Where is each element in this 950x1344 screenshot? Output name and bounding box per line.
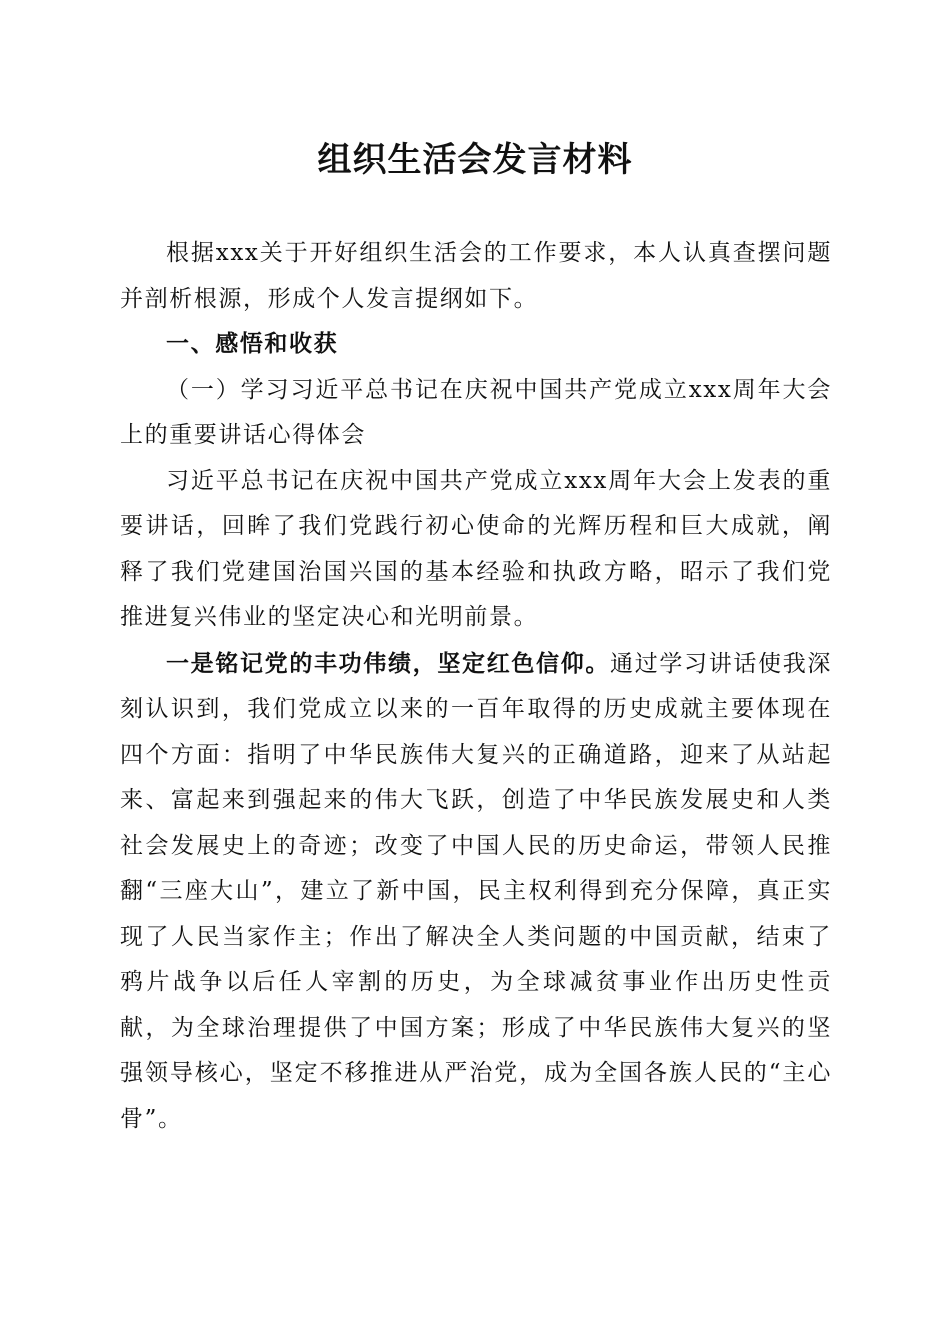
subsection-heading: （一）学习习近平总书记在庆祝中国共产党成立xxx周年大会上的重要讲话心得体会	[120, 376, 832, 448]
body-paragraph-with-lead	[120, 641, 832, 1143]
section-heading: 一、感悟和收获	[166, 331, 339, 357]
paragraph-lead-text: 一是铭记党的丰功伟绩，坚定红色信仰。	[166, 649, 611, 677]
paragraph-body-text: 通过学习讲话使我深刻认识到，我们党成立以来的一百年取得的历史成就主要体现在四个方面：指明了中华民族伟大复兴的正确道路，迎来了从站起来、富起来到强起来的伟大飞跃，创造了中华民族发展史和人类社会发展史上的奇迹；改变了中国人民的历史命运，带领人民推翻“三座大山”，建立了新中国，民主权利得到充分保障，真正实现了人民当家作主；作出了解决全人类问题的中国贡献，结束了鸦片战争以后任人宰割的历史，为全球减贫事业作出历史性贡献，为全球治理提供了中国方案；形成了中华民族伟大复兴的坚强领导核心，坚定不移推进从严治党，成为全国各族人民的“主心骨”。	[120, 650, 832, 1132]
document-title: 组织生活会发言材料	[317, 140, 633, 180]
intro-paragraph: 根据xxx关于开好组织生活会的工作要求，本人认真查摆问题并剖析根源，形成个人发言提纲如下。	[120, 240, 832, 312]
document-body	[120, 231, 832, 1142]
body-paragraph: 习近平总书记在庆祝中国共产党成立xxx周年大会上发表的重要讲话，回眸了我们党践行初心使命的光辉历程和巨大成就，阐释了我们党建国治国兴国的基本经验和执政方略，昭示了我们党推进复兴伟业的坚定决心和光明前景。	[120, 467, 832, 630]
